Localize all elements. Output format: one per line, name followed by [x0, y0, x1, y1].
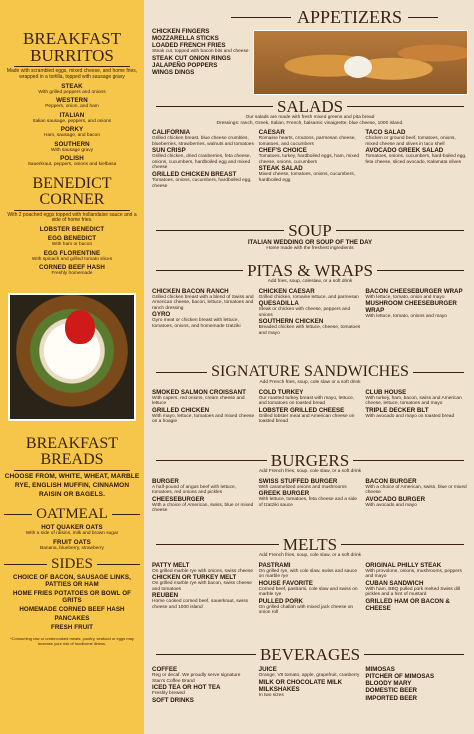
- menu-item-name: PATTY MELT: [152, 561, 190, 569]
- menu-column: [259, 389, 362, 425]
- menu-item-desc: Our roasted turkey breast with mayo, lettuce, and tomatoes on toasted bread: [258, 395, 355, 407]
- menu-item-desc: On grilled rye, with cole slaw, swiss and sauce on marble rye: [258, 568, 358, 580]
- menu-item-name: EGG FLORENTINE: [43, 249, 101, 257]
- menu-item-name: SUN CRISP: [152, 147, 186, 155]
- menu-item-name: HOUSE FAVORITE: [258, 579, 313, 587]
- menu-item-desc: Grilled chicken breast, blue cheese crumbles, blueberries, strawberries, walnuts and tomatoes: [152, 136, 254, 147]
- menu-item-name: HOT QUAKER OATS: [41, 524, 103, 532]
- menu-item-name: ORIGINAL PHILLY STEAK: [365, 561, 442, 569]
- menu-item-desc: With a side of raisins, milk and brown sugar: [25, 531, 119, 537]
- sandwiches-title: SIGNATURE SANDWICHES: [211, 363, 409, 380]
- melts-desc: Add French fries, soup, cole slaw, or a soft drink: [258, 553, 362, 558]
- menu-item-name: GYRO: [152, 311, 171, 319]
- menu-item-name: GREEK BURGER: [258, 490, 310, 498]
- menu-item-name: CHOICE OF BACON, SAUSAGE LINKS, PATTIES OR HAM: [13, 574, 131, 589]
- menu-item-name: ITALIAN: [59, 111, 85, 119]
- menu-item-desc: Banana, blueberry, strawberry: [40, 545, 104, 551]
- menu-item-name: IMPORTED BEER: [365, 694, 417, 702]
- menu-item-desc: With capers, red onions, cream cheese and lettuce: [152, 395, 245, 407]
- menu-item-desc: Ham, sausage, and bacon: [43, 133, 100, 139]
- menu-item-name: CHICKEN BACON RANCH: [152, 287, 229, 295]
- menu-item-name: MUSHROOM CHEESEBURGER WRAP: [365, 300, 457, 315]
- menu-item-name: FRUIT OATS: [53, 538, 91, 546]
- menu-item-desc: Breaded chicken with lettuce, cheese, tomatoes and mayo: [258, 325, 361, 336]
- appetizer-item: CHICKEN FINGERS: [152, 28, 210, 35]
- menu-item-name: SWISS STUFFED BURGER: [258, 477, 338, 485]
- menu-item-desc: Tomatoes, turkey, hardboiled eggs, ham, mixed cheese, onions, cucumbers: [258, 154, 360, 165]
- menu-item-name: PANCAKES: [54, 615, 90, 623]
- menu-item-desc: With provolone, onions, mushrooms, peppers and mayo: [365, 568, 462, 580]
- breakfast-photo: [8, 293, 136, 421]
- menu-column: [365, 288, 468, 337]
- menu-item-name: CHICKEN CAESAR: [258, 287, 315, 295]
- menu-item-name: COLD TURKEY: [258, 388, 304, 396]
- appetizer-item: JALAPEÑO POPPERS: [152, 62, 218, 70]
- menu-item-name: GRILLED CHICKEN: [152, 406, 210, 414]
- menu-item-desc: On grilled marble rye with onions, swiss cheese: [152, 568, 254, 574]
- menu-column: [259, 478, 362, 514]
- menu-item-desc: Freshly homemade: [51, 271, 93, 277]
- appetizer-photo: [253, 30, 468, 95]
- burgers-title: BURGERS: [270, 451, 350, 470]
- menu-item-desc: Mixed cheese, tomatoes, onions, cucumbers, hardboiled egg: [258, 172, 355, 183]
- soup-item: ITALIAN WEDDING OR SOUP OF THE DAY: [247, 239, 373, 246]
- menu-item-desc: With avocado and mayo: [365, 502, 417, 508]
- breads-title-2: BREADS: [40, 451, 104, 468]
- menu-item-name: SOUTHERN: [54, 140, 90, 148]
- menu-item-name: GRILLED CHICKEN BREAST: [152, 170, 237, 178]
- pitas-desc: Add fries, soup, coleslaw, or a soft drink: [267, 279, 353, 284]
- breads-title: BREAKFAST: [25, 435, 119, 452]
- menu-item-desc: Peppers, onion, and ham: [45, 104, 99, 110]
- menu-item-name: BACON BURGER: [365, 477, 417, 485]
- menu-item-desc: Tomatoes, onions, cucumbers, hard-boiled egg, feta cheese, sliced avocado, Kalamata olives: [365, 154, 467, 165]
- menu-column: [259, 288, 362, 337]
- menu-item-desc: With turkey, ham, bacon, swiss and American cheese, lettuce, tomatoes and mayo: [365, 395, 462, 407]
- breads-desc: CHOOSE FROM, WHITE, WHEAT, MARBLE RYE, ENGLISH MUFFIN, CINNAMON RAISIN OR BAGELS.: [4, 473, 140, 498]
- menu-column: [365, 129, 468, 189]
- menu-item-name: QUESADILLA: [258, 300, 299, 308]
- burritos-title: BREAKFAST: [23, 29, 121, 48]
- menu-item-desc: With a choice of American, swiss, blue or mixed cheese: [152, 502, 254, 514]
- menu-item-name: BURGER: [152, 477, 179, 485]
- menu-item-name: JUICE: [258, 666, 277, 673]
- menu-item-desc: Romaine hearts, croutons, parmesan cheese, tomatoes, and cucumbers: [258, 136, 356, 147]
- menu-column: [152, 666, 255, 704]
- menu-item-name: PASTRAMI: [258, 561, 291, 569]
- burritos-desc: Made with scrambled eggs, mixed cheese, and home fries, wrapped in a tortilla, topped with sausage gravy: [6, 68, 138, 80]
- menu-item-desc: Grilled chicken breast with a blend of Swiss and American cheese, bacon, lettuce, tomatoes and ranch dressing: [152, 294, 254, 311]
- menu-item-name: LOBSTER GRILLED CHEESE: [258, 406, 345, 414]
- menu-column: [365, 562, 468, 616]
- menu-item-desc: Gyro meat or chicken breast with lettuce, tomatoes, onions, and homemade tzatziki: [152, 318, 241, 329]
- menu-item-name: SMOKED SALMON CROISSANT: [152, 388, 246, 396]
- menu-item-name: BLOODY MARY: [365, 680, 412, 688]
- menu-item-name: ICED TEA OR HOT TEA: [152, 684, 221, 692]
- menu-item-name: SOUTHERN CHICKEN: [258, 318, 324, 326]
- menu-item-name: CHEESEBURGER: [152, 495, 205, 503]
- menu-item-name: TACO SALAD: [365, 129, 406, 137]
- menu-item-name: CUBAN SANDWICH: [365, 579, 424, 587]
- menu-item-name: MIMOSAS: [365, 666, 395, 673]
- menu-column: [152, 562, 255, 616]
- appetizers-title: APPETIZERS: [296, 7, 402, 27]
- menu-item-desc: With grilled peppers and onions: [38, 89, 106, 95]
- menu-column: [365, 389, 468, 425]
- menu-item-name: STEAK: [61, 82, 83, 90]
- salads-desc: Our salads are made with fresh mixed greens and pita bread: [245, 115, 375, 120]
- menu-item-name: EGG BENEDICT: [47, 235, 97, 243]
- appetizer-item: LOADED FRENCH FRIES: [152, 42, 226, 50]
- menu-item-desc: With caramelized onions and mushrooms: [258, 484, 347, 490]
- soup-desc: Home made with the freshest ingredients: [266, 246, 354, 252]
- soup-title: SOUP: [288, 221, 332, 240]
- menu-item-name: CORNED BEEF HASH: [39, 264, 105, 272]
- menu-item-desc: Orange, V8 tomato, apple, grapefruit, cranberry: [258, 673, 360, 679]
- menu-item-name: MILK OR CHOCOLATE MILK: [258, 678, 343, 686]
- burritos-title-2: BURRITOS: [30, 46, 114, 65]
- sandwiches-desc: Add French fries, soup, cole slaw or a soft drink: [259, 380, 361, 385]
- burgers-desc: Add French fries, soup, cole slaw, or a soft drink: [258, 469, 362, 474]
- menu-item-desc: With a choice of American, swiss, blue or mixed cheese: [365, 484, 467, 496]
- menu-item-desc: With lettuce, tomato, onions and mayo: [365, 314, 447, 320]
- menu-item-name: COFFEE: [152, 666, 178, 673]
- menu-item-name: PULLED PORK: [258, 597, 304, 605]
- raw-food-note: *Consuming raw or undercooked meats, poultry, seafood or eggs may increase your risk of foodborne illness.: [10, 636, 134, 646]
- menu-item-desc: Chicken or ground beef, tomatoes, onions, mixed cheese and olives in taco shell: [365, 136, 456, 147]
- menu-item-desc: Sauerkraut, peppers, onions and kielbasa: [27, 162, 117, 168]
- menu-item-desc: With ham or bacon: [51, 242, 93, 248]
- menu-item-name: TRIPLE DECKER BLT: [365, 406, 429, 414]
- menu-item-desc: With avocado and mayo on toasted bread: [365, 413, 455, 419]
- menu-column: [365, 478, 468, 514]
- menu-item-desc: With sausage gravy: [50, 147, 94, 153]
- menu-item-name: FRESH FRUIT: [50, 624, 93, 632]
- menu-column: [259, 129, 362, 189]
- menu-item-desc: On grilled challah with mixed jack cheese on onion roll: [258, 604, 354, 616]
- menu-item-desc: On grilled marble rye with bacon, swiss cheese and tomatoes: [152, 581, 252, 592]
- menu-column: [259, 666, 362, 704]
- menu-item-desc: Home cooked corned beef, sauerkraut, swiss cheese and 1000 island: [152, 599, 248, 610]
- menu-column: [152, 129, 255, 189]
- sides-title: SIDES: [51, 556, 93, 573]
- benedict-title: BENEDICT: [32, 174, 112, 192]
- menu-item-name: AVOCADO GREEK SALAD: [365, 147, 444, 155]
- menu-item-name: CLUB HOUSE: [365, 388, 407, 396]
- menu-item-desc: Freshly brewed: [152, 691, 185, 697]
- menu-item-desc: Steak or chicken with cheese, peppers and onions: [258, 307, 351, 318]
- appetizer-desc: Steak cut, topped with bacon bits and cheese: [152, 49, 249, 55]
- menu-item-name: WESTERN: [56, 97, 88, 105]
- menu-item-name: HOMEMADE CORNED BEEF HASH: [19, 606, 125, 614]
- salads-title: SALADS: [276, 97, 344, 116]
- pitas-title: PITAS & WRAPS: [247, 261, 373, 280]
- menu-item-name: SOFT DRINKS: [152, 696, 194, 704]
- benedict-title-2: CORNER: [39, 190, 105, 208]
- menu-item-desc: Tomatoes, onions, cucumbers, hardboiled egg, cheese: [152, 177, 252, 189]
- melts-title: MELTS: [282, 535, 338, 554]
- menu-item-name: STEAK SALAD: [258, 165, 303, 173]
- menu-item-name: AVOCADO BURGER: [365, 495, 426, 503]
- menu-item-name: MILKSHAKES: [258, 685, 300, 693]
- menu-item-name: HOME FRIES POTATOES OR BOWL OF GRITS: [12, 590, 132, 605]
- menu-column: [365, 666, 468, 704]
- menu-item-desc: With spinach and grilled tomato slices: [31, 256, 113, 262]
- menu-item-desc: With lettuce, tomatoes, feta cheese and a side of tzatziki sauce: [258, 497, 358, 508]
- menu-item-name: BACON CHEESEBURGER WRAP: [365, 287, 463, 295]
- menu-item-name: CAESAR: [258, 129, 285, 137]
- menu-item-desc: In two sizes: [258, 692, 284, 698]
- menu-item-name: REUBEN: [152, 592, 179, 600]
- appetizer-item: WINGS DINGS: [152, 69, 195, 77]
- menu-item-desc: Italian sausage, peppers, and onions: [32, 118, 112, 124]
- menu-item-desc: Grilled lobster meat and American cheese on toasted bread: [258, 413, 355, 425]
- menu-item-name: LOBSTER BENEDICT: [39, 226, 105, 234]
- menu-item-desc: With lettuce, tomato, onion and mayo: [365, 294, 445, 300]
- menu-item-desc: Corned beef, pastrami, cole slaw and swiss on marble rye: [258, 586, 358, 598]
- menu-item-desc: A half-pound of angus beef with lettuce, tomatoes, red onions and pickles: [152, 484, 237, 496]
- menu-column: [259, 562, 362, 616]
- menu-column: [152, 288, 255, 337]
- menu-item-desc: Grilled chicken, dried cranberries, feta cheese, onions, cucumbers, hardboiled egg and mixed cheese: [152, 154, 251, 171]
- menu-column: [152, 478, 255, 514]
- appetizer-item: MOZZARELLA STICKS: [152, 35, 219, 43]
- menu-item-name: GRILLED HAM OR BACON & CHEESE: [365, 597, 450, 612]
- menu-item-desc: Grilled chicken, romaine lettuce, and parmesan: [258, 294, 359, 300]
- salads-dressings: Dressings: ranch, Greek, Italian, French, balsamic vinaigrette, blue cheese, 1000 island.: [216, 120, 404, 126]
- menu-item-desc: Reg or decaf. We proudly serve signature Stan's Coffee Brand: [152, 673, 241, 684]
- menu-item-name: CHEF'S CHOICE: [258, 147, 307, 155]
- menu-item-name: PORKY: [60, 126, 84, 134]
- menu-item-name: POLISH: [60, 155, 84, 163]
- menu-item-name: CALIFORNIA: [152, 129, 191, 137]
- menu-item-name: DOMESTIC BEER: [365, 687, 417, 695]
- appetizer-item: STEAK CUT ONION RINGS: [152, 54, 231, 62]
- menu-column: [152, 389, 255, 425]
- beverages-title: BEVERAGES: [259, 645, 361, 664]
- oatmeal-title: OATMEAL: [36, 506, 108, 523]
- menu-item-desc: With ham, BBQ pulled pork melted Swiss dill pickles and a hint of mustard: [365, 586, 460, 598]
- benedict-desc: With 2 poached eggs topped with hollandaise sauce and a side of home fries.: [7, 211, 137, 224]
- menu-item-desc: With mayo, lettuce, tomatoes and mixed cheese on a hoagie: [152, 413, 255, 425]
- menu-item-name: PITCHER OF MIMOSAS: [365, 673, 435, 681]
- menu-item-name: CHICKEN OR TURKEY MELT: [152, 574, 237, 582]
